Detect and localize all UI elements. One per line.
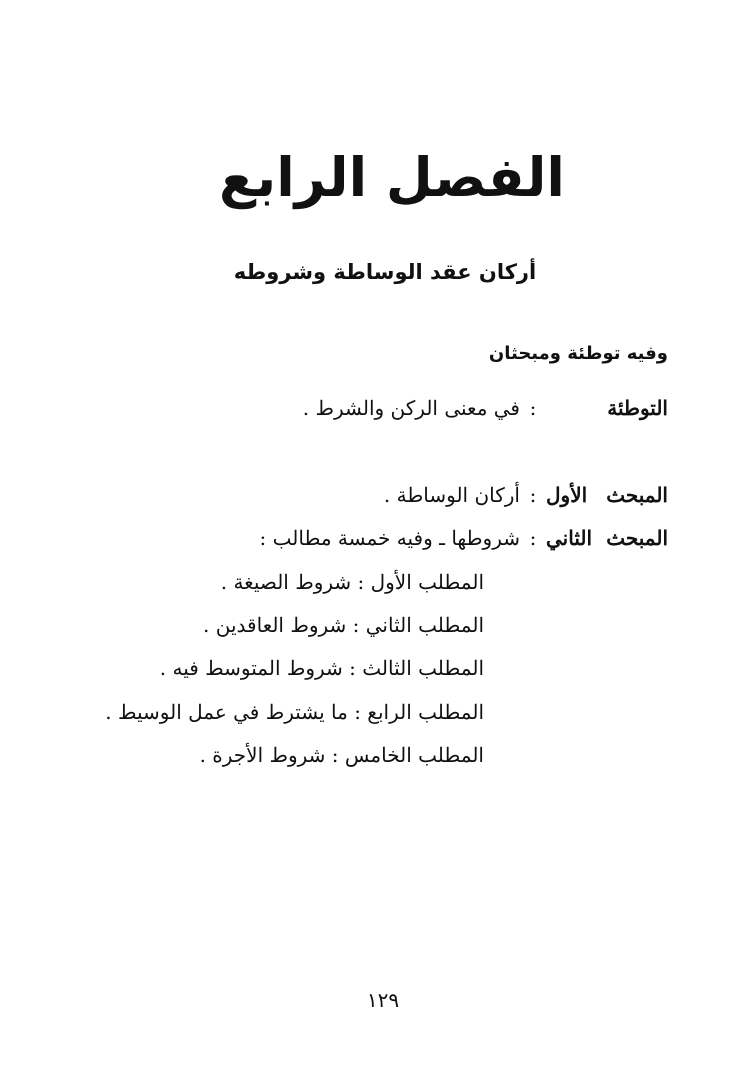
requirement-item-5: المطلب الخامس : شروط الأجرة . <box>199 743 484 767</box>
section-1-label: المبحث الأول <box>546 483 668 507</box>
preface-separator: : <box>529 396 537 420</box>
section-2-label: المبحث الثاني <box>546 526 668 550</box>
preface-text: في معنى الركن والشرط . <box>302 396 520 420</box>
section-1-text: أركان الوساطة . <box>383 483 520 507</box>
section-2-text: شروطها ـ وفيه خمسة مطالب : <box>259 526 520 550</box>
section-entry-1 <box>384 475 668 515</box>
preface-label: التوطئة <box>607 396 668 420</box>
requirement-item-2: المطلب الثاني : شروط العاقدين . <box>203 613 484 637</box>
chapter-subtitle: أركان عقد الوساطة وشروطه <box>233 260 537 284</box>
section-2-separator: : <box>529 526 537 550</box>
requirement-item-4: المطلب الرابع : ما يشترط في عمل الوسيط . <box>105 700 484 724</box>
section-1-separator: : <box>529 483 537 507</box>
chapter-intro: وفيه توطئة ومبحثان <box>488 343 668 364</box>
requirement-item-3: المطلب الثالث : شروط المتوسط فيه . <box>159 656 484 680</box>
requirement-item-1: المطلب الأول : شروط الصيغة . <box>220 570 484 594</box>
section-entry-2 <box>260 518 668 558</box>
page-number: ١٢٩ <box>366 988 400 1012</box>
preface-entry <box>303 388 668 428</box>
chapter-title: الفصل الرابع <box>219 146 565 209</box>
